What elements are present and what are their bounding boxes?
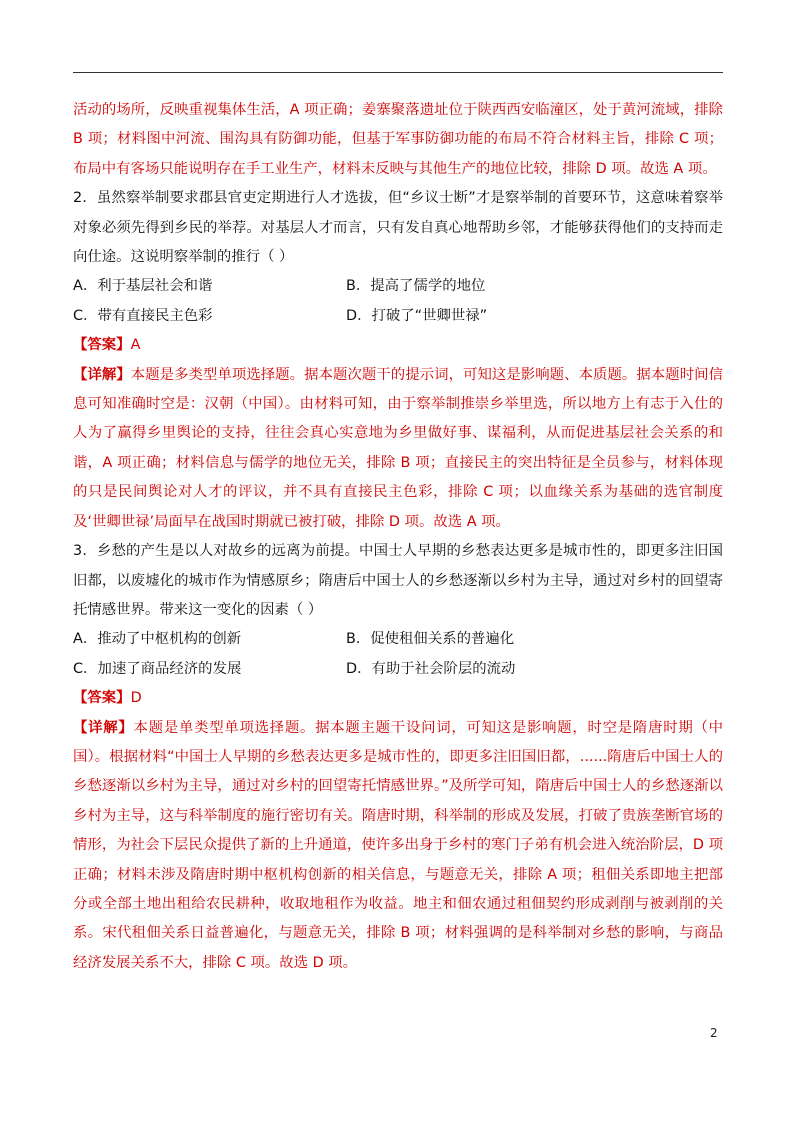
- answer-value: A: [130, 337, 141, 354]
- question-3-option-c: C．加速了商品经济的发展: [73, 660, 242, 677]
- detail-text: 本题是单类型单项选择题。据本题主题干设问词，可知这是影响题，时空是隋唐时期（中国）。根据材料“中国士人早期的乡愁表达更多是城市性的，即更多注旧国旧都，......隋唐后中国士人的乡愁逐渐以乡村为主导，通过对乡村的回望寄托情感世界。”及所学可知，隋唐后中国士人的乡愁逐渐以乡村为主导，这与科举制度的施行密切有关。隋唐时期，科举制的形成及发展，打破了贵族垄断官场的情形，为社会下层民众提供了新的上升通道，使许多出身于乡村的寒门子弟有机会进入统治阶层，D 项正确；材料未涉及隋唐时期中枢机构创新的相关信息，与题意无关，排除 A 项；租佃关系即地主把部分或全部土地出租给农民耕种，收取地租作为收益。地主和佃农通过租佃契约形成剥削与被剥削的关系。宋代租佃关系日益普遍化，与题意无关，排除 B 项；材料强调的是科举制对乡愁的影响，与商品经济发展关系不大，排除 C 项。故选 D 项。: [73, 719, 723, 971]
- page-body: [73, 96, 723, 978]
- question-3-answer: [73, 684, 723, 713]
- question-3-option-b: B．促使租佃关系的普遍化: [346, 631, 515, 648]
- question-3-explanation: [73, 714, 723, 979]
- question-2-option-c: C．带有直接民主色彩: [73, 307, 213, 324]
- detail-label: 【详解】: [73, 366, 131, 383]
- question-3-option-a: A．推动了中枢机构的创新: [73, 631, 242, 648]
- question-3-option-d: D．有助于社会阶层的流动: [346, 660, 516, 677]
- detail-label: 【详解】: [73, 719, 134, 736]
- previous-explanation-continuation: 活动的场所，反映重视集体生活，A 项正确；姜寨聚落遗址位于陕西西安临潼区，处于黄河流域，排除 B 项；材料图中河流、围沟具有防御功能，但基于军事防御功能的布局不符合材料主旨，排除 C 项；布局中有客场只能说明存在手工业生产，材料未反映与其他生产的地位比较，排除 D 项。故选 A 项。: [73, 102, 723, 177]
- page-number: 2: [710, 1026, 718, 1040]
- question-2-answer: [73, 331, 723, 360]
- header-rule: [73, 72, 723, 73]
- question-2-explanation: [73, 361, 723, 537]
- question-3-stem: 3．乡愁的产生是以人对故乡的远离为前提。中国士人早期的乡愁表达更多是城市性的，即更多注旧国旧都，以废墟化的城市作为情感原乡；隋唐后中国士人的乡愁逐渐以乡村为主导，通过对乡村的回望寄托情感世界。带来这一变化的因素（ ）: [73, 543, 723, 618]
- question-3-options: [73, 625, 723, 684]
- question-2-option-d: D．打破了“世卿世禄”: [346, 307, 488, 324]
- answer-label: 【答案】: [73, 690, 131, 707]
- detail-text: 本题是多类型单项选择题。据本题次题干的提示词，可知这是影响题、本质题。据本题时间信息可知准确时空是：汉朝（中国）。由材料可知，由于察举制推崇乡举里选，所以地方上有志于入仕的人为了赢得乡里舆论的支持，往往会真心实意地为乡里做好事、谋福利，从而促进基层社会关系的和谐，A 项正确；材料信息与儒学的地位无关，排除 B 项；直接民主的突出特征是全员参与，材料体现的只是民间舆论对人才的评议，并不具有直接民主色彩，排除 C 项；以血缘关系为基础的选官制度及‘世卿世禄’局面早在战国时期就已被打破，排除 D 项。故选 A 项。: [73, 366, 723, 530]
- question-2-option-a: A．利于基层社会和谐: [73, 278, 213, 295]
- answer-label: 【答案】: [73, 337, 131, 354]
- answer-value: D: [130, 690, 142, 707]
- question-2-option-b: B．提高了儒学的地位: [346, 278, 486, 295]
- question-2-options: [73, 272, 723, 331]
- question-2-stem: 2．虽然察举制要求郡县官吏定期进行人才选拔，但“乡议士断”才是察举制的首要环节，这意味着察举对象必须先得到乡民的举荐。对基层人才而言，只有发自真心地帮助乡邻，才能够获得他们的支持而走向仕途。这说明察举制的推行（ ）: [73, 190, 723, 266]
